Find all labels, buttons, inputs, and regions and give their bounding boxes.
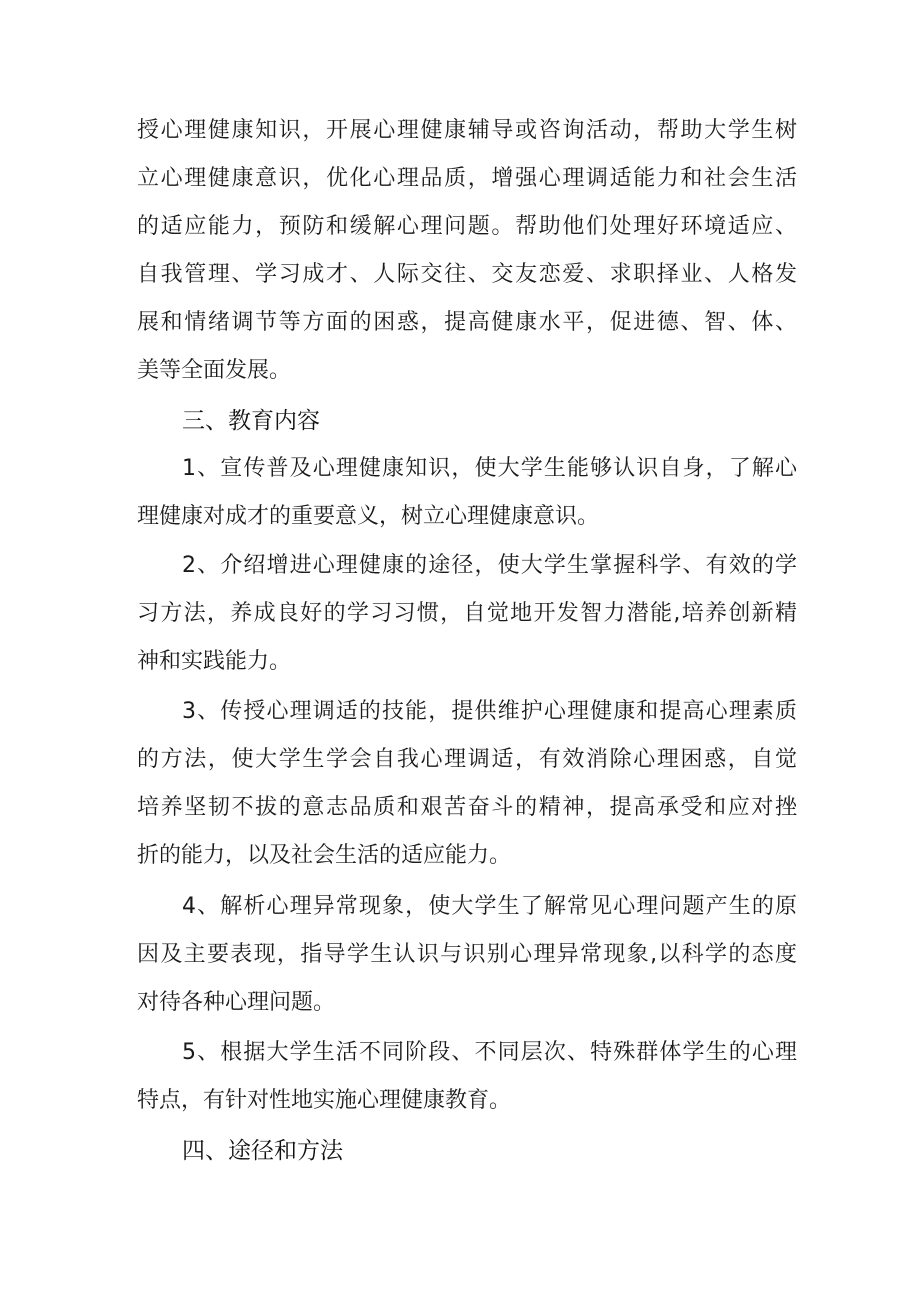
item-5-line-2: 特点，有针对性地实施心理健康教育。 (137, 1088, 512, 1113)
item-4-line-3: 对待各种心理问题。 (137, 990, 336, 1015)
item-4-line-2: 因及主要表现，指导学生认识与识别心理异常现象,以科学的态度 (137, 942, 797, 967)
item-4-line-1: 4、解析心理异常现象，使大学生了解常见心理问题产生的原 (182, 894, 797, 919)
intro-line-6: 美等全面发展。 (137, 358, 292, 383)
item-1-line-2: 理健康对成才的重要意义，树立心理健康意识。 (137, 504, 600, 529)
item-1-line-1: 1、宣传普及心理健康知识，使大学生能够认识自身，了解心 (182, 456, 797, 481)
item-5-line-1: 5、根据大学生活不同阶段、不同层次、特殊群体学生的心理 (182, 1040, 797, 1065)
item-2-line-2: 习方法，养成良好的学习习惯，自觉地开发智力潜能,培养创新精 (137, 601, 797, 626)
intro-line-4: 自我管理、学习成才、人际交往、交友恋爱、求职择业、人格发 (137, 262, 797, 287)
item-3-line-4: 折的能力，以及社会生活的适应能力。 (137, 843, 512, 868)
intro-line-5: 展和情绪调节等方面的困惑，提高健康水平，促进德、智、体、 (137, 310, 797, 335)
item-2-line-3: 神和实践能力。 (137, 649, 292, 674)
intro-line-1: 授心理健康知识，开展心理健康辅导或咨询活动，帮助大学生树 (137, 118, 797, 143)
item-2-line-1: 2、介绍增进心理健康的途径，使大学生掌握科学、有效的学 (182, 553, 797, 578)
item-3-line-3: 培养坚韧不拔的意志品质和艰苦奋斗的精神，提高承受和应对挫 (137, 795, 797, 820)
item-3-line-1: 3、传授心理调适的技能，提供维护心理健康和提高心理素质 (182, 699, 797, 724)
item-3-line-2: 的方法，使大学生学会自我心理调适，有效消除心理困惑，自觉 (137, 747, 797, 772)
section-heading-approaches-methods: 四、途径和方法 (182, 1138, 343, 1164)
intro-line-3: 的适应能力，预防和缓解心理问题。帮助他们处理好环境适应、 (137, 214, 797, 239)
section-heading-education-content: 三、教育内容 (182, 408, 320, 434)
intro-line-2: 立心理健康意识，优化心理品质，增强心理调适能力和社会生活 (137, 166, 797, 191)
